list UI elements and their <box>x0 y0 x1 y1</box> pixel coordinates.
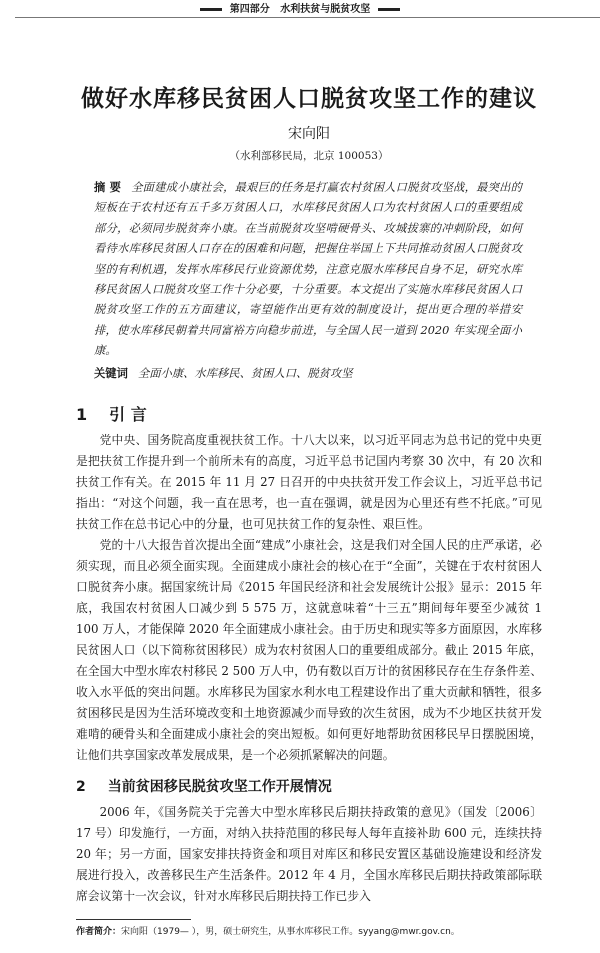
running-header <box>0 3 600 16</box>
paragraph: 党的十八大报告首次提出全面“建成”小康社会，这是我们对全国人民的庄严承诺，必须实现，而且必须全面实现。全面建成小康社会的核心在于“全面”，关键在于农村贫困人口脱贫奔小康。据国家统计局《2015 年国民经济和社会发展统计公报》显示：2015 年底，我国农村贫困人口减少到 5 575 万，这就意味着“十三五”期间每年要至少减贫 1 100 万人，才能保障 2020 年全面建成小康社会。由于历史和现实等多方面原因，水库移民贫困人口（以下简称贫困移民）成为农村贫困人口的重要组成部分。截止 2015 年底，在全国大中型水库农村移民 2 500 万人中，仍有数以百万计的贫困移民存在生存条件差、收入水平低的突出问题。水库移民为国家水利水电工程建设作出了重大贡献和牺牲，很多贫困移民是因为生活环境改变和土地资源减少而导致的次生贫困，成为不少地区扶贫开发难啃的硬骨头和全面建成小康社会的突出短板。如何更好地帮助贫困移民早日摆脱困境，让他们共享国家改革发展成果，是一个必须抓紧解决的问题。 <box>76 537 542 762</box>
section-heading-1 <box>76 404 542 426</box>
paragraph: 党中央、国务院高度重视扶贫工作。十八大以来，以习近平同志为总书记的党中央更是把扶贫工作提升到一个前所未有的高度，习近平总书记国内考察 30 次中，有 20 次和扶贫工作有关。在 2015 年 11 月 27 日召开的中央扶贫开发工作会议上，习近平总书记指出：“对这个问题，我一直在思考，也一直在强调，就是因为心里还有些不托底。”可见扶贫工作在总书记心中的分量，也可见扶贫工作的复杂性、艰巨性。 <box>76 432 542 531</box>
header-rule <box>15 17 600 18</box>
footnote-text: 宋向阳（1979— ），男，硕士研究生，从事水库移民工作。syyang@mwr.gov.cn。 <box>121 926 460 937</box>
section-title: 当前贫困移民脱贫攻坚工作开展情况 <box>107 778 332 795</box>
keywords-text: 全面小康、水库移民、贫困人口、脱贫攻坚 <box>137 366 353 380</box>
header-bar-right <box>378 8 400 11</box>
section-2-body <box>76 802 542 907</box>
section-title: 引 言 <box>109 404 147 424</box>
header-section: 第四部分 <box>229 4 270 15</box>
article-title: 做好水库移民贫困人口脱贫攻坚工作的建议 <box>81 85 537 112</box>
section-number: 2 <box>76 778 86 795</box>
header-bar-left <box>200 8 222 11</box>
author-footnote <box>76 926 542 939</box>
article-affiliation: （水利部移民局，北京 100053） <box>229 150 389 162</box>
paragraph: 2006 年，《国务院关于完善大中型水库移民后期扶持政策的意见》（国发〔2006〕17 号）印发施行，一方面，对纳入扶持范围的移民每人每年直接补助 600 元，连续扶持 20 年；另一方面，国家安排扶持资金和项目对库区和移民安置区基础设施建设和经济发展进行投入，改善移民生产生活条件。2012 年 4 月，全国水库移民后期扶持政策部际联席会议第十一次会议，针对水库移民后期扶持工作已步入 <box>76 804 542 903</box>
footnote-rule <box>76 919 191 920</box>
abstract-text: 全面建成小康社会，最艰巨的任务是打赢农村贫困人口脱贫攻坚战，最突出的短板在于农村还有五千多万贫困人口，水库移民贫困人口为农村贫困人口的重要组成部分，必须同步脱贫奔小康。在当前脱贫攻坚啃硬骨头、攻城拔寨的冲刺阶段，如何看待水库移民贫困人口存在的困难和问题，把握住举国上下共同推动贫困人口脱贫攻坚的有利机遇，发挥水库移民行业资源优势，注意克服水库移民自身不足，研究水库移民贫困人口脱贫攻坚工作十分必要，十分重要。本文提出了实施水库移民贫困人口脱贫攻坚工作的五方面建议，寄望能作出更有效的制度设计，提出更合理的举措安排，使水库移民朝着共同富裕方向稳步前进，与全国人民一道到 2020 年实现全面小康。 <box>94 181 522 358</box>
footnote-label: 作者简介： <box>76 926 122 937</box>
abstract <box>94 178 522 362</box>
section-number: 1 <box>76 404 88 424</box>
section-1-body <box>76 430 542 766</box>
keywords-label: 关键词 <box>94 366 128 380</box>
section-heading-2 <box>76 776 542 798</box>
header-topic: 水利扶贫与脱贫攻坚 <box>280 4 371 15</box>
article-author: 宋向阳 <box>288 126 330 142</box>
abstract-label: 摘 要 <box>94 181 122 194</box>
keywords <box>94 364 522 384</box>
